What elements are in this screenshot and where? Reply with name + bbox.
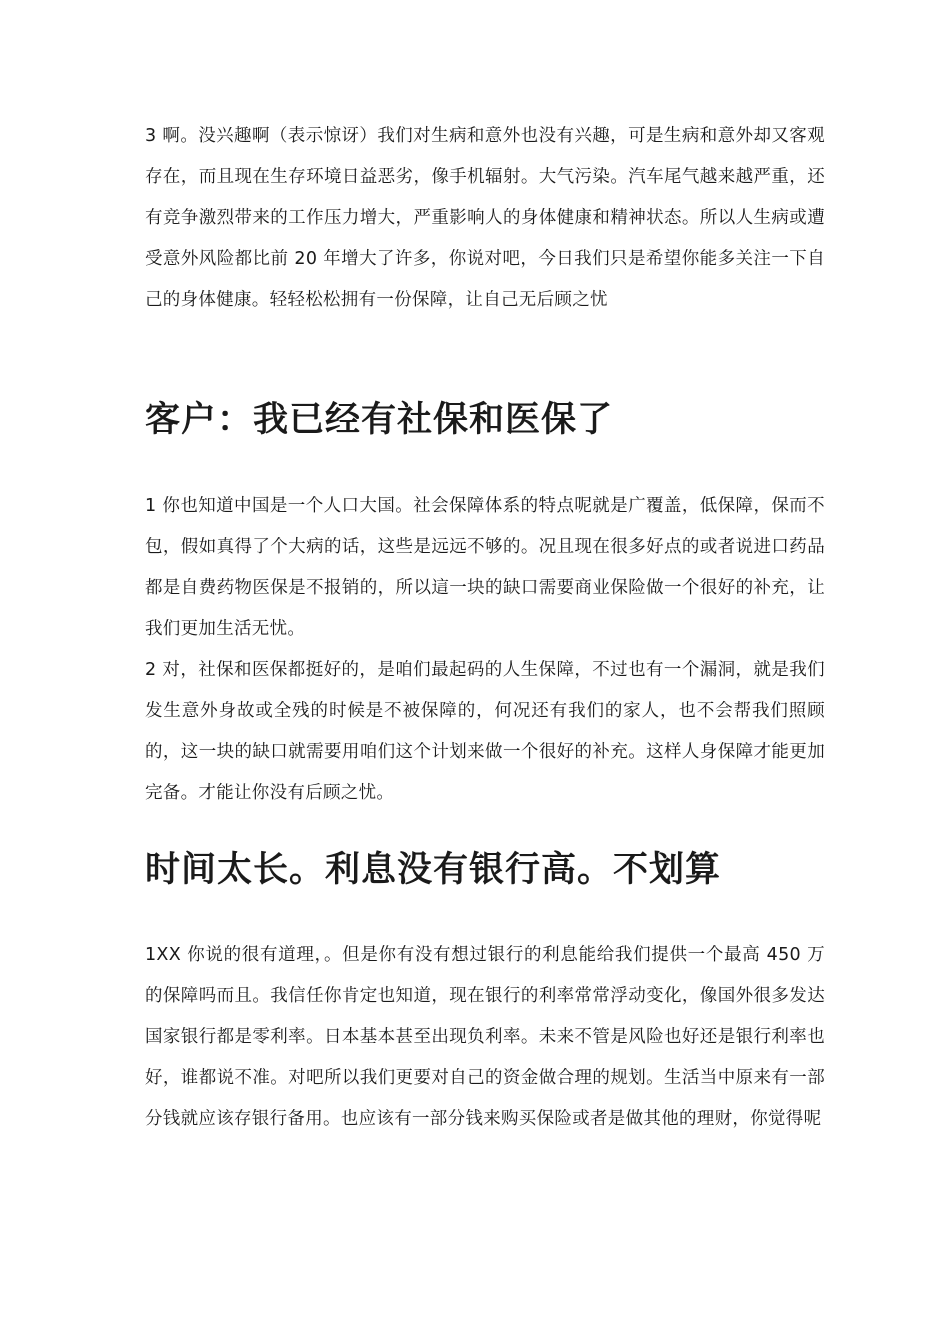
section-objection-no-interest xyxy=(145,116,825,321)
paragraph: 1XX 你说的很有道理，。但是你有没有想过银行的利息能给我们提供一个最高 450 万的保障吗而且。我信任你肯定也知道，现在银行的利率常常浮动变化，像国外很多发达国家银行都是零利率。日本基本甚至出现负利率。未来不管是风险也好还是银行利率也好，谁都说不准。对吧所以我们更要对自己的资金做合理的规划。生活当中原来有一部分钱就应该存银行备用。也应该有一部分钱来购买保险或者是做其他的理财，你觉得呢 xyxy=(145,945,825,1129)
paragraph: 3 啊。没兴趣啊（表示惊讶）我们对生病和意外也没有兴趣，可是生病和意外却又客观存在，而且现在生存环境日益恶劣，像手机辐射。大气污染。汽车尾气越来越严重，还有竞争激烈带来的工作压力增大，严重影响人的身体健康和精神状态。所以人生病或遭受意外风险都比前 20 年增大了许多，你说对吧，今日我们只是希望你能多关注一下自己的身体健康。轻轻松松拥有一份保障，让自己无后顾之忧 xyxy=(145,126,825,310)
section-objection-bank-interest xyxy=(145,935,825,1140)
section-heading: 时间太长。利息没有银行高。不划算 xyxy=(145,850,722,890)
section-heading: 客户：我已经有社保和医保了 xyxy=(145,400,614,440)
paragraph: 1 你也知道中国是一个人口大国。社会保障体系的特点呢就是广覆盖，低保障，保而不包，假如真得了个大病的话，这些是远远不够的。况且现在很多好点的或者说进口药品都是自费药物医保是不报销的，所以這一块的缺口需要商业保险做一个很好的补充，让我们更加生活无忧。 xyxy=(145,496,825,639)
section-objection-social-insurance xyxy=(145,486,825,814)
paragraph: 2 对，社保和医保都挺好的，是咱们最起码的人生保障，不过也有一个漏洞，就是我们发生意外身故或全残的时候是不被保障的，何况还有我们的家人，也不会帮我们照顾的，这一块的缺口就需要用咱们这个计划来做一个很好的补充。这样人身保障才能更加完备。才能让你没有后顾之忧。 xyxy=(145,660,825,803)
